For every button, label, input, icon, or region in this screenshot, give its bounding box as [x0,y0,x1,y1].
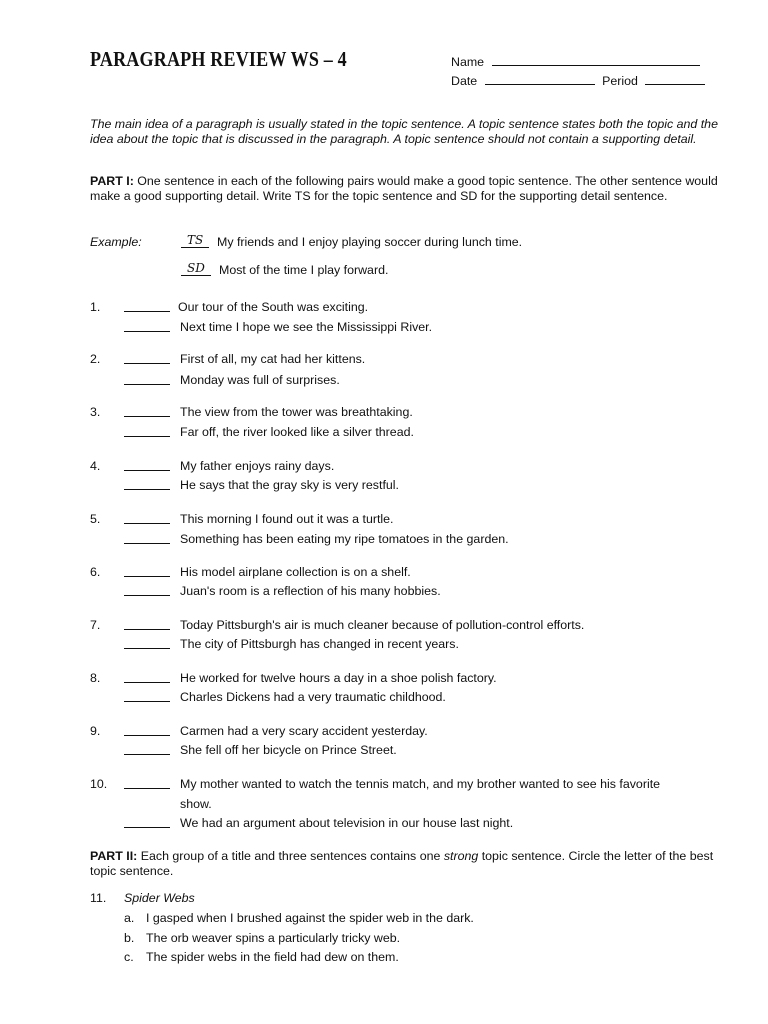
item-sentence: Next time I hope we see the Mississippi River. [180,320,433,334]
item-number: 8. [90,671,101,685]
option-text: I gasped when I brushed against the spider web in the dark. [146,911,474,925]
item-sentence: Carmen had a very scary accident yesterday. [180,724,428,738]
item-sentence: My father enjoys rainy days. [180,459,335,473]
item-title: Spider Webs [124,891,195,905]
answer-blank[interactable] [124,637,170,652]
item-number: 7. [90,618,101,632]
item-sentence: Our tour of the South was exciting. [178,300,369,314]
item-number: 3. [90,405,101,419]
item-sentence: Juan's room is a reflection of his many hobbies. [180,584,441,598]
answer-blank[interactable] [124,425,170,440]
name-row [451,53,700,69]
option-text: The orb weaver spins a particularly tricky web. [146,931,401,945]
item-sentence: He says that the gray sky is very restful. [180,478,399,492]
part1-instructions [90,174,730,203]
example-answer-2 [181,261,211,276]
name-field[interactable] [492,53,700,66]
part1-label: PART I: [90,174,134,188]
part2-label: PART II: [90,849,138,863]
part2-instructions [90,849,730,878]
answer-blank[interactable] [124,584,170,599]
option-letter[interactable]: b. [124,931,135,945]
part1-text: One sentence in each of the following pairs would make a good topic sentence. The other sentence would make a good supporting detail. Write TS for the topic sentence and SD for the supporting detail sentence. [90,174,718,203]
answer-blank[interactable] [124,512,170,527]
item-sentence: First of all, my cat had her kittens. [180,352,366,366]
part2-text-b: topic sentence. Circle the letter of the best topic sentence. [90,849,714,878]
answer-blank[interactable] [124,565,170,580]
example-label: Example: [90,235,142,249]
answer-blank[interactable] [124,690,170,705]
item-sentence-continued: show. [180,797,212,811]
example-answer-sd: SD [181,262,211,276]
answer-blank[interactable] [124,352,170,367]
worksheet-title: PARAGRAPH REVIEW WS – 4 [90,47,347,71]
intro-paragraph: The main idea of a paragraph is usually stated in the topic sentence. A topic sentence states both the topic and the idea about the topic that is discussed in the paragraph. A topic sentence should not contain a supporting detail. [90,117,718,146]
name-label: Name [451,55,485,69]
option-letter[interactable]: c. [124,950,134,964]
item-number: 1. [90,300,101,314]
item-number: 9. [90,724,101,738]
answer-blank[interactable] [124,724,170,739]
item-sentence: The view from the tower was breathtaking. [180,405,413,419]
item-sentence: Charles Dickens had a very traumatic childhood. [180,690,446,704]
period-field[interactable] [645,72,705,85]
option-letter[interactable]: a. [124,911,135,925]
item-sentence: We had an argument about television in our house last night. [180,816,514,830]
date-label: Date [451,74,478,88]
item-sentence: His model airplane collection is on a shelf. [180,565,411,579]
item-number: 4. [90,459,101,473]
item-sentence: This morning I found out it was a turtle. [180,512,394,526]
date-period-row [451,72,705,88]
example-sentence-1: My friends and I enjoy playing soccer during lunch time. [217,235,523,249]
answer-blank[interactable] [124,373,170,388]
item-number: 10. [90,777,108,791]
answer-blank[interactable] [124,405,170,420]
part2-text-a: Each group of a title and three sentences contains one [140,849,441,863]
answer-blank[interactable] [124,618,170,633]
item-sentence: Something has been eating my ripe tomatoes in the garden. [180,532,509,546]
answer-blank[interactable] [124,320,170,335]
item-number: 5. [90,512,101,526]
answer-blank[interactable] [124,671,170,686]
period-label: Period [602,74,638,88]
answer-blank[interactable] [124,300,170,315]
item-number: 6. [90,565,101,579]
example-answer-1 [181,233,209,248]
option-text: The spider webs in the field had dew on them. [146,950,399,964]
example-answer-ts: TS [181,234,209,248]
answer-blank[interactable] [124,532,170,547]
item-sentence: Today Pittsburgh's air is much cleaner because of pollution-control efforts. [180,618,585,632]
item-sentence: She fell off her bicycle on Prince Street. [180,743,397,757]
answer-blank[interactable] [124,459,170,474]
item-number: 11. [90,891,107,905]
item-sentence: The city of Pittsburgh has changed in recent years. [180,637,459,651]
answer-blank[interactable] [124,743,170,758]
item-sentence: My mother wanted to watch the tennis match, and my brother wanted to see his favorite [180,777,661,791]
answer-blank[interactable] [124,777,170,792]
date-field[interactable] [485,72,595,85]
answer-blank[interactable] [124,816,170,831]
item-sentence: Far off, the river looked like a silver thread. [180,425,414,439]
example-sentence-2: Most of the time I play forward. [219,263,389,277]
item-number: 2. [90,352,101,366]
item-sentence: He worked for twelve hours a day in a shoe polish factory. [180,671,497,685]
answer-blank[interactable] [124,478,170,493]
item-sentence: Monday was full of surprises. [180,373,340,387]
part2-text-em: strong [443,849,479,863]
